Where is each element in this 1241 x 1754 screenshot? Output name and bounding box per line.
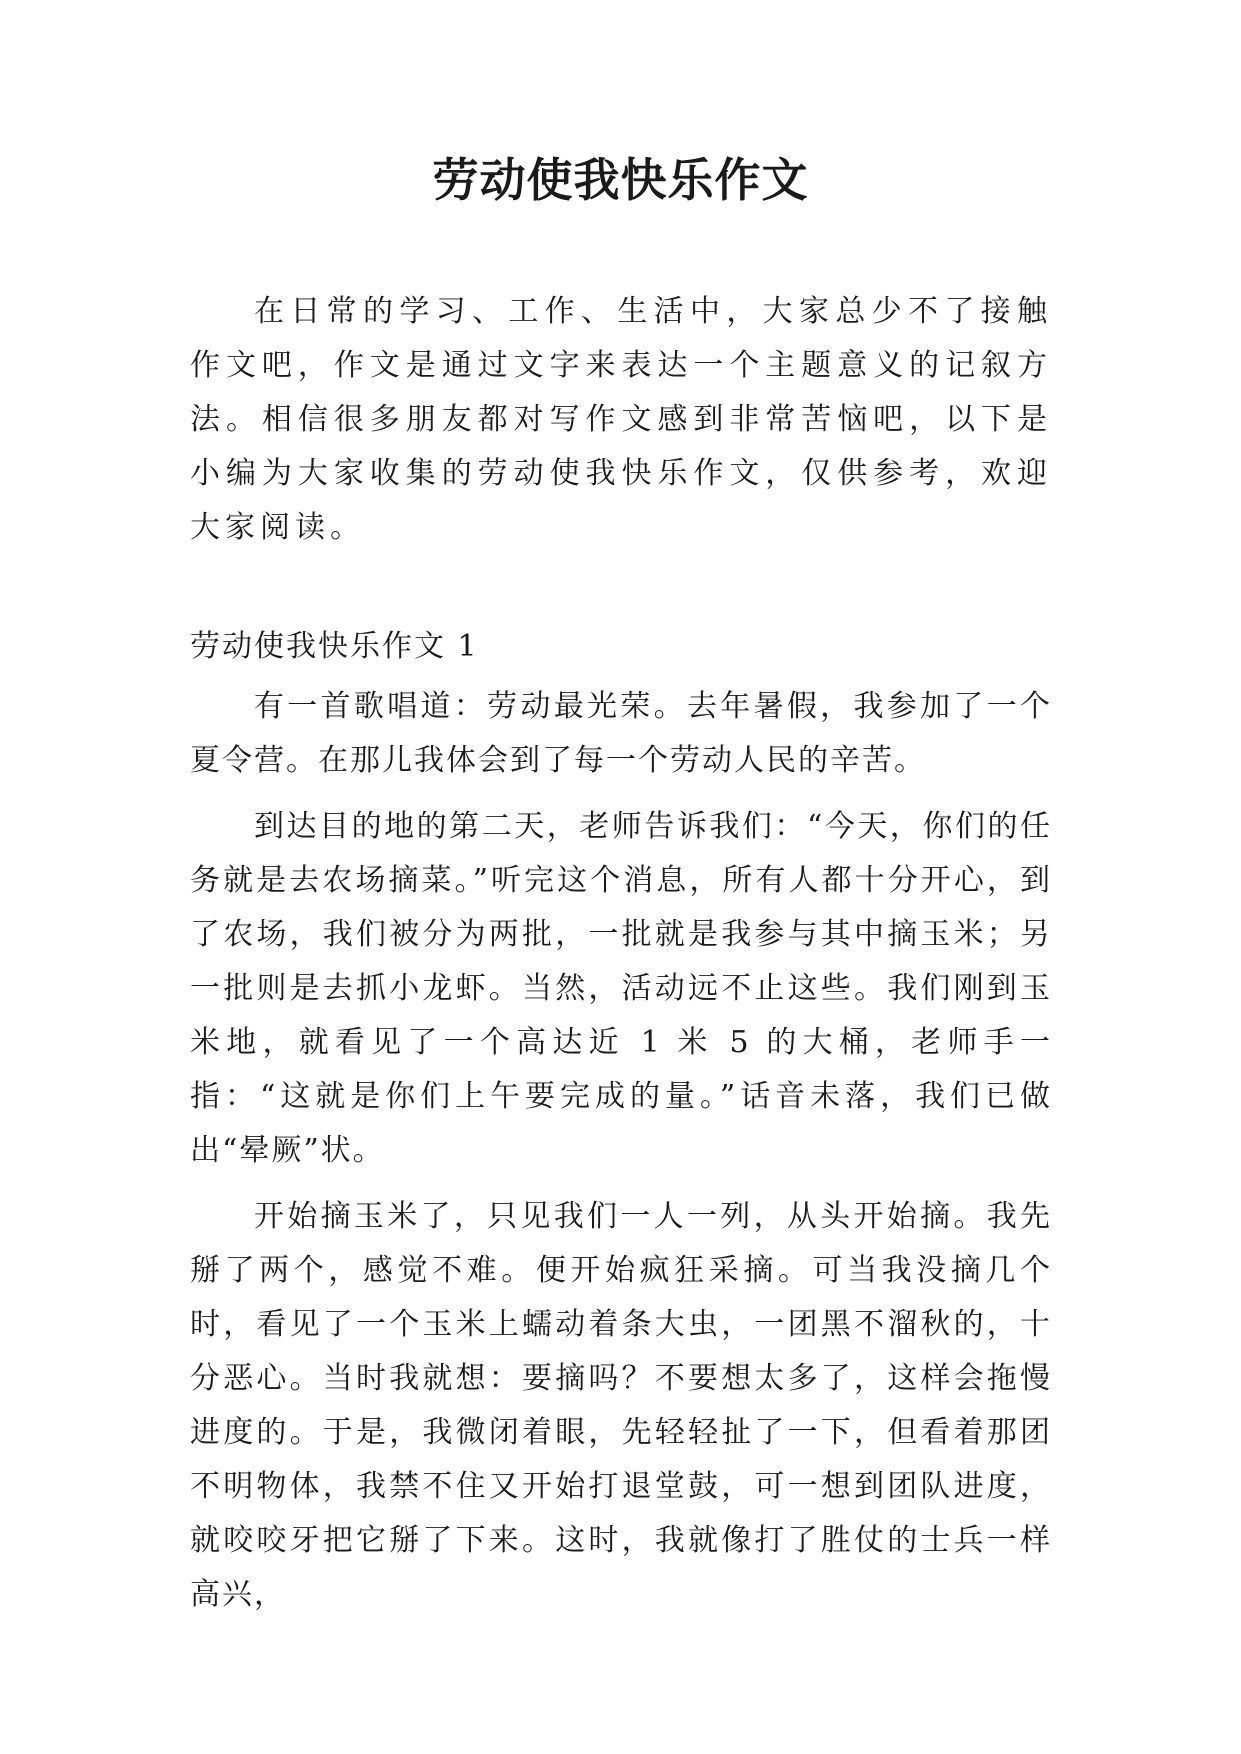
body-paragraph: 开始摘玉米了，只见我们一人一列，从头开始摘。我先掰了两个，感觉不难。便开始疯狂采摘。可当我没摘几个时，看见了一个玉米上蠕动着条大虫，一团黑不溜秋的，十分恶心。当时我就想：要摘吗？不要想太多了，这样会拖慢进度的。于是，我微闭着眼，先轻轻扯了一下，但看着那团不明物体，我禁不住又开始打退堂鼓，可一想到团队进度，就咬咬牙把它掰了下来。这时，我就像打了胜仗的士兵一样高兴， [190,1199,1052,1612]
intro-paragraph: 在日常的学习、工作、生活中，大家总少不了接触作文吧，作文是通过文字来表达一个主题意义的记叙方法。相信很多朋友都对写作文感到非常苦恼吧，以下是小编为大家收集的劳动使我快乐作文，仅供参考，欢迎大家阅读。 [190,294,1052,545]
body-paragraph: 有一首歌唱道：劳动最光荣。去年暑假，我参加了一个夏令营。在那儿我体会到了每一个劳动人民的辛苦。 [190,689,1052,778]
body-paragraph: 到达目的地的第二天，老师告诉我们：“今天，你们的任务就是去农场摘菜。”听完这个消息，所有人都十分开心，到了农场，我们被分为两批，一批就是我参与其中摘玉米；另一批则是去抓小龙虾。当然，活动远不止这些。我们刚到玉米地，就看见了一个高达近 1 米 5 的大桶，老师手一指：“这就是你们上午要完成的量。”话音未落，我们已做出“晕厥”状。 [190,809,1052,1168]
section-spacer [190,555,1052,620]
document-body [190,285,1052,1622]
document-title: 劳动使我快乐作文 [432,153,809,207]
section-heading: 劳动使我快乐作文 1 [190,629,479,664]
